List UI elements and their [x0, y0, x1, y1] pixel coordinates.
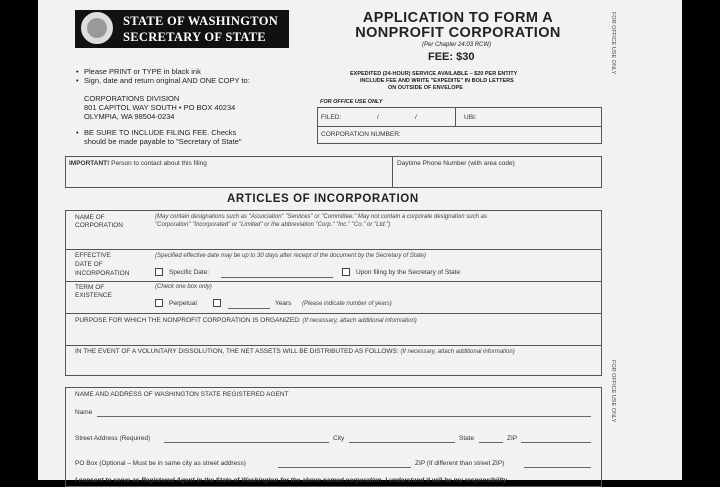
side-text-bottom: FOR OFFICE USE ONLY	[610, 360, 616, 423]
name-label-1: NAME OF	[75, 214, 105, 221]
zip-label: ZIP	[507, 435, 518, 442]
eff-label-2: DATE OF	[75, 261, 103, 268]
form-page	[38, 0, 682, 484]
addr-line3: OLYMPIA, WA 98504-0234	[84, 112, 175, 121]
bullet-3: •	[76, 128, 79, 137]
name-note-2: "Corporation" "Incorporated" or "Limited" or the abbreviation "Corp." "Inc." "Co." or "Ltd.")	[155, 222, 391, 228]
years-checkbox[interactable]	[213, 299, 221, 307]
street-label: Street Address (Required)	[75, 435, 151, 442]
expedite-line2: INCLUDE FEE AND WRITE "EXPEDITE" IN BOLD LETTERS	[360, 78, 514, 84]
side-text-top: FOR OFFICE USE ONLY	[610, 12, 616, 75]
instr-line2: Sign, date and return original AND ONE COPY to:	[84, 76, 250, 85]
contact-label	[69, 160, 207, 168]
addr-line1: CORPORATIONS DIVISION	[84, 94, 180, 103]
eff-label-3: INCORPORATION	[75, 270, 130, 277]
dissolution-note: (If necessary, attach additional information)	[400, 349, 515, 355]
years-label: Years	[275, 300, 292, 307]
dissolution-input[interactable]	[75, 357, 595, 373]
agent-name-label: Name	[75, 409, 93, 416]
street-input[interactable]	[164, 442, 329, 443]
expedite-line3: ON OUTSIDE OF ENVELOPE	[388, 85, 463, 91]
bullet-2: •	[76, 76, 79, 85]
bullet-1: •	[76, 67, 79, 76]
po-box-input[interactable]	[278, 467, 411, 468]
agent-heading: NAME AND ADDRESS OF WASHINGTON STATE REGISTERED AGENT	[75, 391, 289, 398]
name-label-2: CORPORATION	[75, 222, 123, 229]
form-title-line1: APPLICATION TO FORM A	[362, 10, 554, 26]
fee-note-line2: should be made payable to "Secretary of State"	[84, 137, 242, 146]
fee-amount: FEE: $30	[428, 51, 475, 63]
filed-slash-2: /	[415, 114, 417, 121]
dissolution-label	[75, 348, 515, 357]
eff-note: (Specified effective date may be up to 30 days after receipt of the document by the Secretary of State)	[155, 253, 426, 259]
ubi-label: UBI:	[464, 114, 477, 121]
city-label: City	[333, 435, 345, 442]
articles-heading: ARTICLES OF INCORPORATION	[227, 193, 419, 205]
agent-box	[65, 387, 602, 487]
term-label-1: TERM OF	[75, 284, 105, 291]
filed-slash-1: /	[377, 114, 379, 121]
contact-label-text: Person to contact about this filing	[109, 160, 207, 167]
consent-text: I consent to serve as Registered Agent in the State of Washington for the above named corporation. I understand it will be my responsibility	[75, 477, 507, 484]
expedite-line1: EXPEDITED (24-HOUR) SERVICE AVAILABLE – $20 PER ENTITY	[350, 71, 518, 77]
office-use-box	[317, 107, 602, 144]
perpetual-label: Perpetual	[169, 300, 197, 307]
city-input[interactable]	[349, 442, 455, 443]
purpose-note: (If necessary, attach additional information)	[302, 318, 417, 324]
state-logo	[75, 10, 289, 48]
purpose-text: PURPOSE FOR WHICH THE NONPROFIT CORPORATION IS ORGANIZED:	[75, 317, 301, 324]
instr-line1: Please PRINT or TYPE in black ink	[84, 67, 201, 76]
logo-line1: STATE OF WASHINGTON	[123, 14, 279, 28]
important-label: IMPORTANT!	[69, 160, 110, 167]
purpose-input[interactable]	[75, 326, 595, 342]
eff-label-1: EFFECTIVE	[75, 252, 111, 259]
upon-filing-checkbox[interactable]	[342, 268, 350, 276]
contact-name-input[interactable]	[68, 169, 390, 185]
dissolution-text: IN THE EVENT OF A VOLUNTARY DISSOLUTION, THE NET ASSETS WILL BE DISTRIBUTED AS FOLLOWS:	[75, 348, 399, 355]
specific-date-label: Specific Date:	[169, 269, 210, 276]
filed-label: FILED:	[321, 114, 342, 121]
state-input[interactable]	[479, 442, 503, 443]
upon-filing-label: Upon filing by the Secretary of State	[356, 269, 461, 276]
years-note: (Please indicate number of years)	[302, 301, 392, 307]
corp-number-label: CORPORATION NUMBER:	[321, 131, 401, 138]
phone-input[interactable]	[395, 169, 599, 185]
addr-line2: 801 CAPITOL WAY SOUTH • PO BOX 40234	[84, 103, 236, 112]
state-label: State	[459, 435, 475, 442]
term-note: (Check one box only)	[155, 284, 212, 290]
years-input[interactable]	[228, 308, 270, 309]
office-use-label: FOR OFFICE USE ONLY	[320, 99, 383, 105]
articles-table	[65, 210, 602, 376]
zip-input[interactable]	[521, 442, 591, 443]
name-note-1: (May contain designations such as "Association" "Services" or "Committee." May not contain a corporate designation such as	[155, 214, 487, 220]
logo-line2: SECRETARY OF STATE	[123, 30, 266, 44]
corporation-name-input[interactable]	[155, 231, 595, 246]
contact-row	[65, 156, 602, 188]
term-label-2: EXISTENCE	[75, 292, 112, 299]
state-seal-icon	[79, 10, 115, 46]
purpose-label	[75, 317, 417, 326]
zip2-label: ZIP (If different than street ZIP)	[415, 460, 505, 467]
specific-date-checkbox[interactable]	[155, 268, 163, 276]
form-title-line2: NONPROFIT CORPORATION	[355, 25, 561, 41]
po-box-label: PO Box (Optional – Must be in same city as street address)	[75, 460, 246, 467]
fee-note-line1: BE SURE TO INCLUDE FILING FEE. Checks	[84, 128, 237, 137]
agent-name-input[interactable]	[97, 416, 591, 417]
zip2-input[interactable]	[524, 467, 591, 468]
specific-date-input[interactable]	[221, 277, 333, 278]
perpetual-checkbox[interactable]	[155, 299, 163, 307]
chapter-ref: (Per Chapter 24.03 RCW)	[422, 42, 492, 48]
phone-label: Daytime Phone Number (with area code)	[397, 160, 515, 167]
